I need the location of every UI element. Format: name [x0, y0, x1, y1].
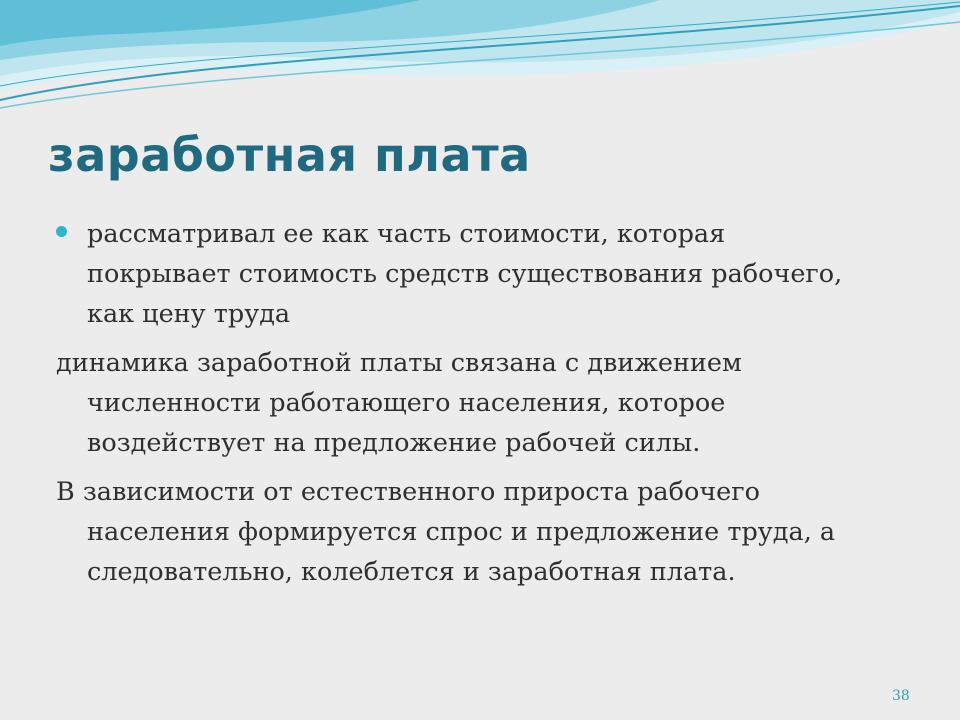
paragraph-3: [56, 472, 876, 592]
bullet-dot-icon: [56, 226, 67, 237]
slide-page-number: 38: [892, 688, 910, 704]
paragraph-2: [56, 343, 876, 463]
slide-body: [56, 214, 876, 601]
header-wave-decoration: [0, 0, 960, 130]
paragraph-text: В зависимости от естественного прироста рабочего населения формируется спрос и предложение труда, а следовательно, колеблется и заработная плата.: [56, 477, 836, 587]
slide-title: заработная плата: [48, 128, 531, 182]
bullet-paragraph-1: [56, 214, 876, 334]
paragraph-text: динамика заработной платы связана с движением численности работающего населения, которое воздействует на предложение рабочей силы.: [56, 348, 742, 458]
paragraph-text: рассматривал ее как часть стоимости, которая покрывает стоимость средств существования рабочего, как цену труда: [87, 219, 843, 329]
